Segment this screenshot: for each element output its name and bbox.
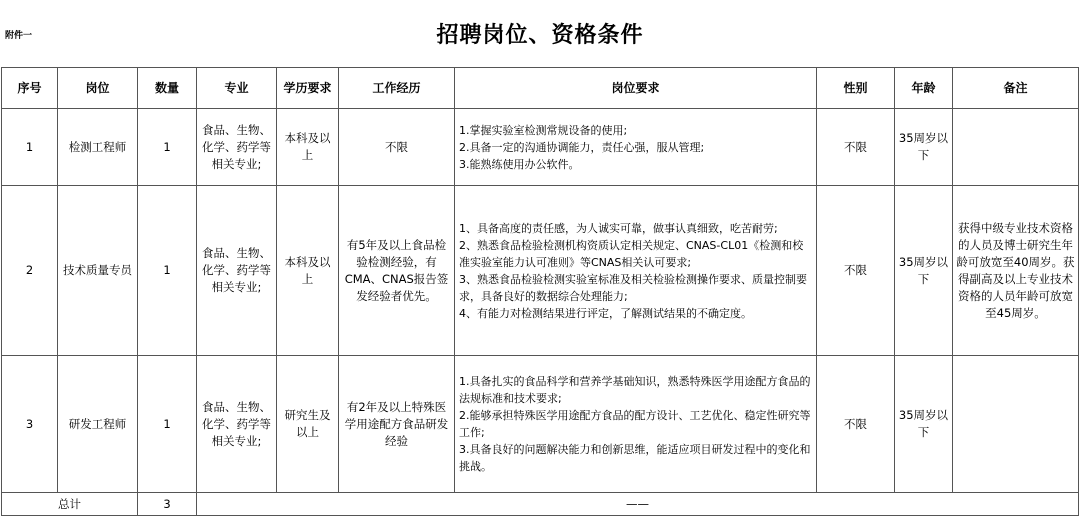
requirement-line: 2.具备一定的沟通协调能力，责任心强，服从管理; (459, 140, 705, 154)
cell-position: 研发工程师 (58, 356, 138, 493)
cell-position: 检测工程师 (58, 109, 138, 186)
total-row (2, 493, 1079, 516)
cell-education: 本科及以上 (277, 109, 339, 186)
cell-age: 35周岁以下 (895, 356, 953, 493)
header-note: 备注 (953, 68, 1079, 109)
cell-count: 1 (138, 356, 197, 493)
cell-no: 1 (2, 109, 58, 186)
total-count: 3 (138, 493, 197, 516)
cell-gender: 不限 (817, 356, 895, 493)
total-rest: —— (197, 493, 1079, 516)
requirement-line: 3.具备良好的问题解决能力和创新思维，能适应项目研发过程中的变化和挑战。 (459, 443, 811, 473)
cell-position: 技术质量专员 (58, 186, 138, 356)
requirement-line: 4、有能力对检测结果进行评定，了解测试结果的不确定度。 (459, 306, 752, 320)
header-major: 专业 (197, 68, 277, 109)
cell-note: 获得中级专业技术资格的人员及博士研究生年龄可放宽至40周岁。获得副高及以上专业技术资格的人员年龄可放宽至45周岁。 (953, 186, 1079, 356)
cell-gender: 不限 (817, 109, 895, 186)
requirement-line: 3.能熟练使用办公软件。 (459, 157, 580, 171)
cell-note (953, 356, 1079, 493)
cell-requirements (455, 186, 817, 356)
cell-requirements (455, 109, 817, 186)
cell-education: 本科及以上 (277, 186, 339, 356)
requirement-line: 1.掌握实验室检测常规设备的使用; (459, 123, 628, 137)
cell-experience: 不限 (339, 109, 455, 186)
requirement-line: 1、具备高度的责任感，为人诚实可靠，做事认真细致，吃苦耐劳; (459, 221, 778, 235)
table-row (2, 186, 1079, 356)
cell-major: 食品、生物、化学、药学等相关专业; (197, 109, 277, 186)
recruitment-table (1, 67, 1079, 516)
cell-count: 1 (138, 186, 197, 356)
requirement-line: 3、熟悉食品检验检测实验室标准及相关检验检测操作要求、质量控制要求，具备良好的数据综合处理能力; (459, 272, 807, 303)
cell-no: 3 (2, 356, 58, 493)
header-requirements: 岗位要求 (455, 68, 817, 109)
header-row (2, 68, 1079, 109)
header-gender: 性别 (817, 68, 895, 109)
total-label: 总计 (2, 493, 138, 516)
cell-count: 1 (138, 109, 197, 186)
cell-gender: 不限 (817, 186, 895, 356)
page-title: 招聘岗位、资格条件 (436, 23, 644, 48)
cell-major: 食品、生物、化学、药学等相关专业; (197, 356, 277, 493)
cell-experience: 有5年及以上食品检验检测经验，有CMA、CNAS报告签发经验者优先。 (339, 186, 455, 356)
annex-label: 附件一 (5, 31, 33, 41)
header-education: 学历要求 (277, 68, 339, 109)
cell-age: 35周岁以下 (895, 186, 953, 356)
cell-education: 研究生及以上 (277, 356, 339, 493)
requirement-line: 2.能够承担特殊医学用途配方食品的配方设计、工艺优化、稳定性研究等工作; (459, 409, 811, 439)
requirement-line: 2、熟悉食品检验检测机构资质认定相关规定、CNAS-CL01《检测和校准实验室能力认可准则》等CNAS相关认可要求; (459, 238, 804, 269)
cell-note (953, 109, 1079, 186)
header-count: 数量 (138, 68, 197, 109)
header-age: 年龄 (895, 68, 953, 109)
cell-age: 35周岁以下 (895, 109, 953, 186)
requirement-line: 1.具备扎实的食品科学和营养学基础知识，熟悉特殊医学用途配方食品的法规标准和技术要求; (459, 375, 811, 405)
cell-no: 2 (2, 186, 58, 356)
table-row (2, 356, 1079, 493)
cell-requirements (455, 356, 817, 493)
header-no: 序号 (2, 68, 58, 109)
header-position: 岗位 (58, 68, 138, 109)
cell-experience: 有2年及以上特殊医学用途配方食品研发经验 (339, 356, 455, 493)
table-row (2, 109, 1079, 186)
cell-major: 食品、生物、化学、药学等相关专业; (197, 186, 277, 356)
header-experience: 工作经历 (339, 68, 455, 109)
